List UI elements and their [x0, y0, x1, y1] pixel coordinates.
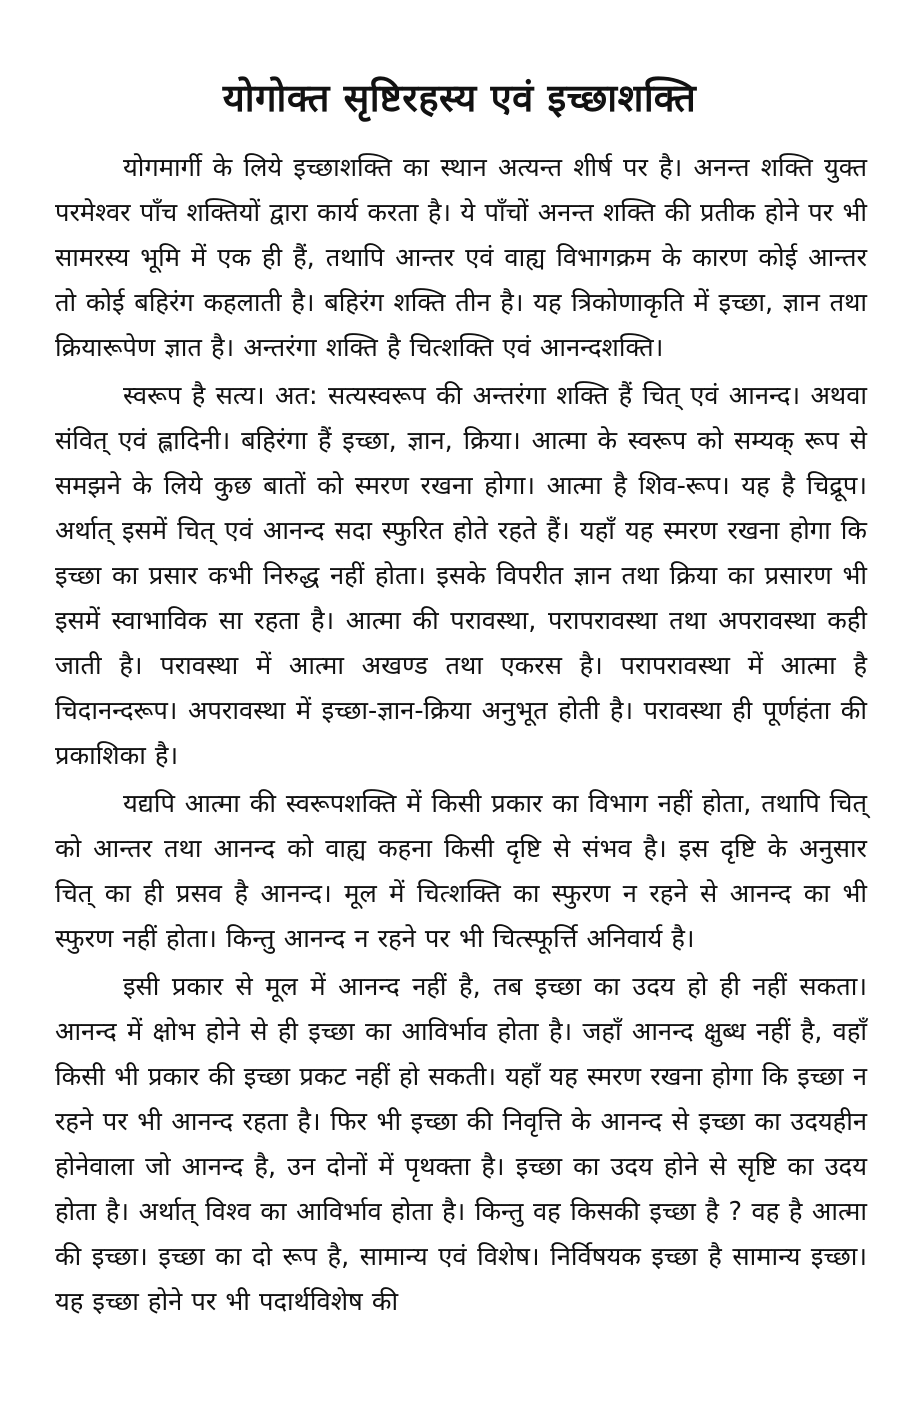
paragraph-2: स्वरूप है सत्य। अत: सत्यस्वरूप की अन्तरंगा शक्ति हैं चित् एवं आनन्द। अथवा संवित् एवं ह्लादिनी। बहिरंगा हैं इच्छा, ज्ञान, क्रिया। आत्मा के स्वरूप को सम्यक् रूप से समझने के लिये कुछ बातों को स्मरण रखना होगा। आत्मा है शिव-रूप। यह है चिद्रूप। अर्थात् इसमें चित् एवं आनन्द सदा स्फुरित होते रहते हैं। यहाँ यह स्मरण रखना होगा कि इच्छा का प्रसार कभी निरुद्ध नहीं होता। इसके विपरीत ज्ञान तथा क्रिया का प्रसारण भी इसमें स्वाभाविक सा रहता है। आत्मा की परावस्था, परापरावस्था तथा अपरावस्था कही जाती है। परावस्था में आत्मा अखण्ड तथा एकरस है। परापरावस्था में आत्मा है चिदानन्दरूप। अपरावस्था में इच्छा-ज्ञान-क्रिया अनुभूत होती है। परावस्था ही पूर्णहंता की प्रकाशिका है।: [55, 381, 867, 771]
paragraph-4: इसी प्रकार से मूल में आनन्द नहीं है, तब इच्छा का उदय हो ही नहीं सकता। आनन्द में क्षोभ होने से ही इच्छा का आविर्भाव होता है। जहाँ आनन्द क्षुब्ध नहीं है, वहाँ किसी भी प्रकार की इच्छा प्रकट नहीं हो सकती। यहाँ यह स्मरण रखना होगा कि इच्छा न रहने पर भी आनन्द रहता है। फिर भी इच्छा की निवृत्ति के आनन्द से इच्छा का उदयहीन होनेवाला जो आनन्द है, उन दोनों में पृथक्ता है। इच्छा का उदय होने से सृष्टि का उदय होता है। अर्थात् विश्व का आविर्भाव होता है। किन्तु वह किसकी इच्छा है ? वह है आत्मा की इच्छा। इच्छा का दो रूप है, सामान्य एवं विशेष। निर्विषयक इच्छा है सामान्य इच्छा। यह इच्छा होने पर भी पदार्थविशेष की: [55, 972, 867, 1317]
paragraph-1: योगमार्गी के लिये इच्छाशक्ति का स्थान अत्यन्त शीर्ष पर है। अनन्त शक्ति युक्त परमेश्वर पाँच शक्तियों द्वारा कार्य करता है। ये पाँचों अनन्त शक्ति की प्रतीक होने पर भी सामरस्य भूमि में एक ही हैं, तथापि आन्तर एवं वाह्य विभागक्रम के कारण कोई आन्तर तो कोई बहिरंग कहलाती है। बहिरंग शक्ति तीन है। यह त्रिकोणाकृति में इच्छा, ज्ञान तथा क्रियारूपेण ज्ञात है। अन्तरंगा शक्ति है चित्शक्ति एवं आनन्दशक्ति।: [55, 153, 867, 363]
page-title: योगोक्त सृष्टिरहस्य एवं इच्छाशक्ति: [222, 76, 697, 120]
body-text: [55, 146, 867, 1325]
paragraph-3: यद्यपि आत्मा की स्वरूपशक्ति में किसी प्रकार का विभाग नहीं होता, तथापि चित् को आन्तर तथा आनन्द को वाह्य कहना किसी दृष्टि से संभव है। इस दृष्टि के अनुसार चित् का ही प्रसव है आनन्द। मूल में चित्शक्ति का स्फुरण न रहने से आनन्द का भी स्फुरण नहीं होता। किन्तु आनन्द न रहने पर भी चित्स्फूर्त्ति अनिवार्य है।: [55, 789, 867, 954]
